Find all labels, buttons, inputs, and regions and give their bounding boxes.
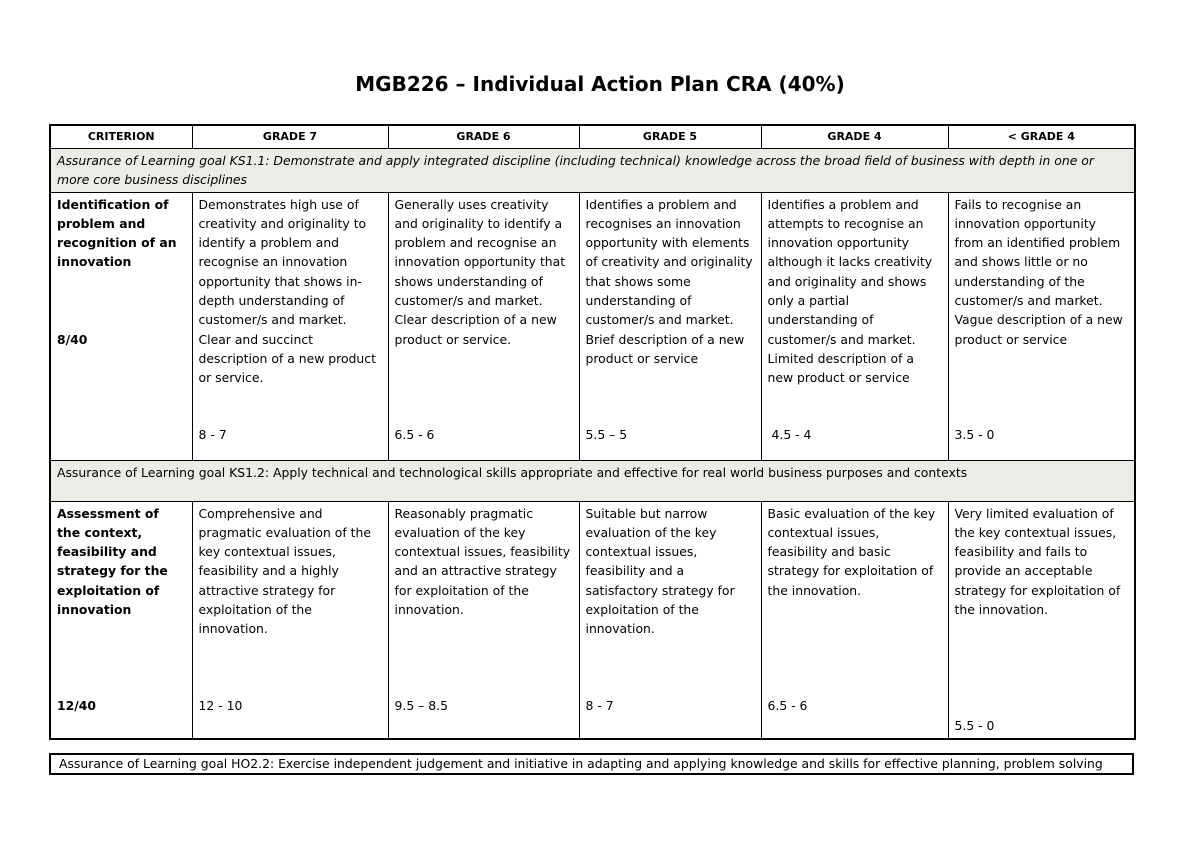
header-grade-5: GRADE 5	[579, 125, 761, 149]
grade-description: Very limited evaluation of the key contextual issues, feasibility and fails to provide an acceptable strategy for exploitation of the innovation.	[954, 505, 1121, 618]
below-grade-4-cell	[948, 501, 1135, 739]
header-criterion: CRITERION	[50, 125, 192, 149]
header-grade-4: GRADE 4	[761, 125, 948, 149]
criterion-row-1	[50, 192, 1135, 460]
grade-4-cell	[761, 501, 948, 739]
goal-ks1-2: Assurance of Learning goal KS1.2: Apply technical and technological skills appropriate and effective for real world business purposes and contexts	[50, 460, 1135, 501]
grade-description: Generally uses creativity and originality to identify a problem and recognise an innovation opportunity that shows understanding of customer/s and market. Clear description of a new product or service.	[394, 196, 566, 347]
grade-score: 8 - 7	[198, 426, 227, 442]
criterion-name: Assessment of the context, feasibility and strategy for the exploitation of innovation	[57, 505, 168, 618]
header-grade-6: GRADE 6	[388, 125, 579, 149]
goal-ho2-2: Assurance of Learning goal HO2.2: Exercise independent judgement and initiative in adapting and applying knowledge and skills for effective planning, problem solving	[49, 753, 1134, 775]
goal-row-ks1-1	[50, 149, 1135, 193]
grade-description: Fails to recognise an innovation opportunity from an identified problem and shows little or no understanding of the customer/s and market. Vague description of a new product or service	[954, 196, 1123, 347]
grade-score: 8 - 7	[585, 697, 614, 713]
grade-score: 12 - 10	[198, 697, 243, 713]
grade-6-cell	[388, 501, 579, 739]
grade-4-cell	[761, 192, 948, 460]
goal-ks1-1: Assurance of Learning goal KS1.1: Demonstrate and apply integrated discipline (including technical) knowledge across the broad field of business with depth in one or more core business disciplines	[50, 149, 1135, 193]
grade-score: 6.5 - 6	[394, 426, 435, 442]
grade-score: 3.5 - 0	[954, 426, 995, 442]
grade-description: Suitable but narrow evaluation of the key contextual issues, feasibility and a satisfactory strategy for exploitation of the innovation.	[585, 505, 735, 637]
grade-description: Reasonably pragmatic evaluation of the key contextual issues, feasibility and an attractive strategy for exploitation of the innovation.	[394, 505, 571, 618]
grade-description: Identifies a problem and recognises an innovation opportunity with elements of creativity and originality that shows some understanding of customer/s and market. Brief description of a new product or service	[585, 196, 753, 366]
below-grade-4-cell	[948, 192, 1135, 460]
criterion-cell-2	[50, 501, 192, 739]
criterion-row-2	[50, 501, 1135, 739]
header-grade-7: GRADE 7	[192, 125, 388, 149]
grade-description: Identifies a problem and attempts to recognise an innovation opportunity although it lacks creativity and originality and shows only a partial understanding of customer/s and market. Limited description of a new product or service	[767, 196, 933, 386]
grade-6-cell	[388, 192, 579, 460]
header-below-grade-4: < GRADE 4	[948, 125, 1135, 149]
criterion-weight: 12/40	[57, 697, 97, 713]
criterion-cell-1	[50, 192, 192, 460]
grade-score: 6.5 - 6	[767, 697, 808, 713]
criterion-weight: 8/40	[57, 331, 88, 347]
grade-description: Demonstrates high use of creativity and originality to identify a problem and recognise an innovation opportunity that shows in-depth understanding of customer/s and market. Clear and succinct description of a new product or service.	[198, 196, 376, 386]
grade-score: 4.5 - 4	[771, 426, 812, 442]
grade-score: 9.5 – 8.5	[394, 697, 448, 713]
rubric-table	[49, 124, 1136, 740]
grade-5-cell	[579, 192, 761, 460]
page-title: MGB226 – Individual Action Plan CRA (40%)	[355, 72, 845, 96]
grade-5-cell	[579, 501, 761, 739]
grade-score: 5.5 - 0	[954, 717, 995, 733]
grade-description: Comprehensive and pragmatic evaluation of the key contextual issues, feasibility and a highly attractive strategy for exploitation of the innovation.	[198, 505, 371, 637]
grade-7-cell	[192, 192, 388, 460]
grade-7-cell	[192, 501, 388, 739]
grade-score: 5.5 – 5	[585, 426, 628, 442]
criterion-name: Identification of problem and recognition of an innovation	[57, 196, 177, 270]
grade-description: Basic evaluation of the key contextual issues, feasibility and basic strategy for exploitation of the innovation.	[767, 505, 936, 598]
header-row	[50, 125, 1135, 149]
goal-row-ks1-2	[50, 460, 1135, 501]
